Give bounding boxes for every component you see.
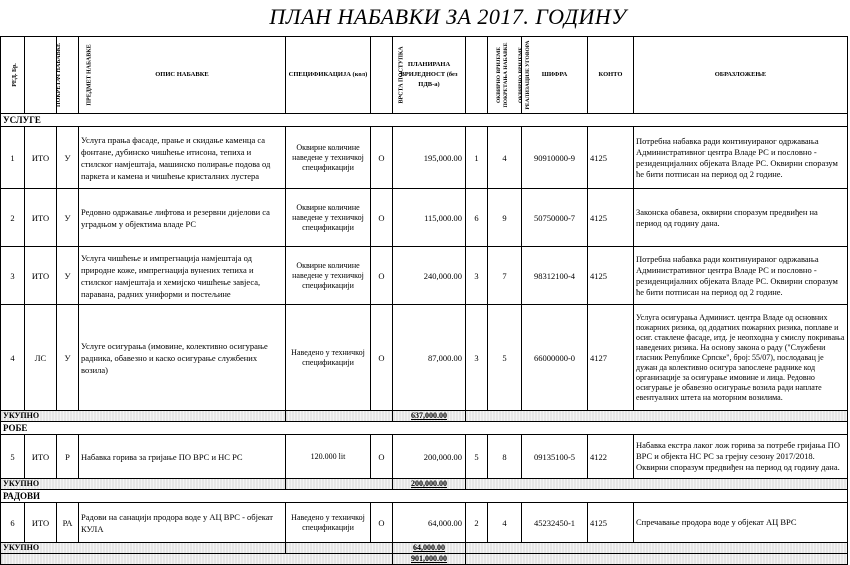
grand-total-spacer (466, 554, 848, 565)
cell-t2: 4 (488, 503, 522, 543)
total-amount: 64,000.00 (393, 543, 466, 554)
procurement-table (0, 36, 848, 565)
cell-vrijednost: 64,000.00 (393, 503, 466, 543)
header-spec: СПЕЦИФИКАЦИЈА (кол) (286, 37, 371, 114)
header-vrijednost: ПЛАНИРАНА ВРИЈЕДНОСТ (без ПДВ-а) (393, 37, 466, 114)
cell-rb: 6 (1, 503, 25, 543)
total-spacer (466, 543, 848, 554)
header-pokretac: ПОКРЕТАЧ НАБАВКЕ (25, 37, 57, 114)
total-label: УКУПНО (1, 479, 286, 490)
total-spacer (286, 543, 393, 554)
header-opis: ОПИС НАБАВКЕ (79, 37, 286, 114)
grand-total-row (1, 554, 848, 565)
cell-vrsta: О (371, 503, 393, 543)
cell-pokretac: ЛС (25, 305, 57, 411)
cell-rb: 4 (1, 305, 25, 411)
header-obrazlozenje: ОБРАЗЛОЖЕЊЕ (634, 37, 848, 114)
cell-spec: Наведено у техничкој спецификацији (286, 305, 371, 411)
cell-konto: 4125 (588, 127, 634, 189)
cell-vrijednost: 240,000.00 (393, 247, 466, 305)
cell-t2: 4 (488, 127, 522, 189)
cell-sifra: 45232450-1 (522, 503, 588, 543)
cell-sifra: 50750000-7 (522, 189, 588, 247)
cell-vrsta: О (371, 247, 393, 305)
table-row (1, 305, 848, 411)
section-row-radovi (1, 490, 848, 503)
total-amount: 200,000.00 (393, 479, 466, 490)
cell-t2: 7 (488, 247, 522, 305)
cell-predmet: У (57, 247, 79, 305)
cell-konto: 4125 (588, 247, 634, 305)
cell-predmet: Р (57, 435, 79, 479)
cell-pokretac: ИТО (25, 247, 57, 305)
cell-spec: 120.000 lit (286, 435, 371, 479)
page-title: ПЛАН НАБАВКИ ЗА 2017. ГОДИНУ (269, 4, 627, 29)
cell-opis: Услуга чишћење и импрегнација намјештаја од природне коже, импрегнација вунених тепиха и стилског намјештаја и хемијско чишћење завјеса, паравана, радних униформи и постељине (79, 247, 286, 305)
section-label: РАДОВИ (1, 490, 848, 503)
cell-obrazlozenje: Услуга осигурања Админист. центра Владе од основних пожарних ризика, од додатних пожарних ризика, поплаве и осиг. стаклене фасаде, итд. је неопходна у смислу покривања наведених ризика. На основу закона о раду ("Службени гласник Републике Српске", број: 55/07), послодавац је дужан да колективно осигура запослене раднике код организације за осигурање имовине и лица. Редовно осигурање је обавезно осигурање возила ради наплате евентуалних штета на моторним возилима. (634, 305, 848, 411)
cell-rb: 3 (1, 247, 25, 305)
cell-konto: 4127 (588, 305, 634, 411)
header-vrsta: ВРСТА ПОСТУПКА (371, 37, 393, 114)
grand-total-spacer (1, 554, 393, 565)
cell-vrijednost: 200,000.00 (393, 435, 466, 479)
cell-obrazlozenje: Потребна набавка ради континуираног одржавања Административног центра Владе РС и пословно - резиденцијалних објеката Владе РС. Оквирни споразум ће бити потписан на период од 2 године. (634, 127, 848, 189)
total-label: УКУПНО (1, 543, 286, 554)
cell-vrsta: О (371, 127, 393, 189)
cell-vrsta: О (371, 305, 393, 411)
section-label: УСЛУГЕ (1, 114, 848, 127)
cell-predmet: У (57, 127, 79, 189)
cell-obrazlozenje: Законска обавеза, оквирни споразум предвиђен на период од годину дана. (634, 189, 848, 247)
cell-spec: Оквирне количине наведене у техничкој спецификацији (286, 247, 371, 305)
cell-sifra: 98312100-4 (522, 247, 588, 305)
cell-t1: 6 (466, 189, 488, 247)
total-spacer (286, 411, 393, 422)
total-amount: 637,000.00 (393, 411, 466, 422)
cell-obrazlozenje: Набавка екстра лаког лож горива за потребе гријања ПО ВРС и објекта НС РС за грејну сезону 2017/2018. Оквирни споразум предвиђен на период од годину дана. (634, 435, 848, 479)
cell-t1: 1 (466, 127, 488, 189)
cell-konto: 4125 (588, 189, 634, 247)
total-row-usluge (1, 411, 848, 422)
section-row-robe (1, 422, 848, 435)
header-vrijeme-pokretanja: ОКВИРНО ВРИЈЕМЕ ПОКРЕТАЊА НАБАВКЕ (466, 37, 488, 114)
cell-opis: Услуге осигурања (имовине, колективно осигурање радника, обавезно и каско осигурање службених возила) (79, 305, 286, 411)
table-row (1, 127, 848, 189)
cell-rb: 1 (1, 127, 25, 189)
cell-opis: Радови на санацији продора воде у АЦ ВРС - објекат КУЛА (79, 503, 286, 543)
table-row (1, 503, 848, 543)
cell-rb: 2 (1, 189, 25, 247)
cell-sifra: 09135100-5 (522, 435, 588, 479)
cell-predmet: РА (57, 503, 79, 543)
header-sifra: ШИФРА (522, 37, 588, 114)
grand-total-amount: 901,000.00 (393, 554, 466, 565)
cell-konto: 4122 (588, 435, 634, 479)
cell-obrazlozenje: Потребна набавка ради континуираног одржавања Административног центра Владе РС и пословно - резиденцијалних објеката Владе РС. Оквирни споразум ће бити потписан на период од 2 године. (634, 247, 848, 305)
total-row-robe (1, 479, 848, 490)
total-spacer (466, 479, 848, 490)
cell-opis: Набавка горива за гријање ПО ВРС и НС РС (79, 435, 286, 479)
cell-vrijednost: 87,000.00 (393, 305, 466, 411)
total-spacer (466, 411, 848, 422)
cell-predmet: У (57, 305, 79, 411)
cell-opis: Услуга прања фасаде, прање и скидање каменца са фонтане, дубинско чишћење итисона, тепиха и стилског намјештаја, машинско полирање подова од паркета и камена и чишћење кристалних лустера (79, 127, 286, 189)
header-rb: РЕД. Бр. (1, 37, 25, 114)
cell-t1: 3 (466, 247, 488, 305)
section-row-usluge (1, 114, 848, 127)
cell-vrsta: О (371, 435, 393, 479)
cell-spec: Оквирне количине наведене у техничкој спецификацији (286, 127, 371, 189)
header-predmet: ПРЕДМЕТ НАБАВКЕ (57, 37, 79, 114)
title-row (0, 0, 850, 36)
header-konto: КОНТО (588, 37, 634, 114)
total-spacer (286, 479, 393, 490)
table-row (1, 247, 848, 305)
cell-t2: 9 (488, 189, 522, 247)
cell-spec: Оквирне количине наведене у техничкој спецификацији (286, 189, 371, 247)
section-label: РОБЕ (1, 422, 848, 435)
cell-pokretac: ИТО (25, 503, 57, 543)
total-label: УКУПНО (1, 411, 286, 422)
cell-t2: 8 (488, 435, 522, 479)
total-row-radovi (1, 543, 848, 554)
cell-vrsta: О (371, 189, 393, 247)
cell-predmet: У (57, 189, 79, 247)
cell-t1: 5 (466, 435, 488, 479)
cell-sifra: 90910000-9 (522, 127, 588, 189)
cell-spec: Наведено у техничкој спецификацији (286, 503, 371, 543)
cell-t1: 2 (466, 503, 488, 543)
table-row (1, 435, 848, 479)
cell-rb: 5 (1, 435, 25, 479)
cell-pokretac: ИТО (25, 435, 57, 479)
cell-vrijednost: 115,000.00 (393, 189, 466, 247)
cell-pokretac: ИТО (25, 189, 57, 247)
cell-t2: 5 (488, 305, 522, 411)
header-row (1, 37, 848, 114)
table-row (1, 189, 848, 247)
header-vrijeme-ugovora: ОКВИРНО ВРИЈЕМЕ РЕАЛИЗАЦИЈЕ УГОВОРА (488, 37, 522, 114)
cell-vrijednost: 195,000.00 (393, 127, 466, 189)
cell-obrazlozenje: Спречавање продора воде у објекат АЦ ВРС (634, 503, 848, 543)
cell-pokretac: ИТО (25, 127, 57, 189)
cell-konto: 4125 (588, 503, 634, 543)
cell-t1: 3 (466, 305, 488, 411)
cell-opis: Редовно одржавање лифтова и резервни дијелови са уградњом у објектима владе РС (79, 189, 286, 247)
cell-sifra: 66000000-0 (522, 305, 588, 411)
